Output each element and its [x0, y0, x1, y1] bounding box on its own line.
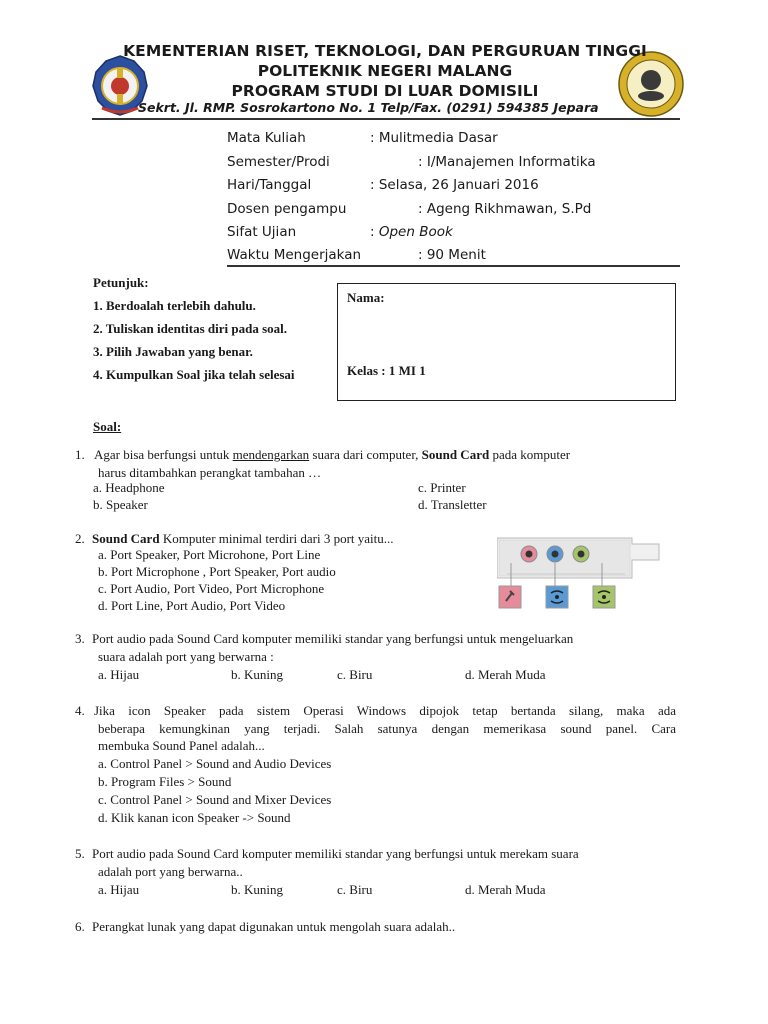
answer-option[interactable]: a. Headphone	[93, 480, 165, 495]
question-text-line: beberapa kemungkinan yang terjadi. Salah satunya dengan memerikasa sound panel. Cara	[98, 720, 676, 736]
answer-option[interactable]: d. Port Line, Port Audio, Port Video	[98, 598, 286, 613]
question-text-line: adalah port yang berwarna..	[98, 864, 243, 879]
question-5	[75, 846, 579, 862]
question-text-underlined: mendengarkan	[232, 447, 310, 462]
header-program: PROGRAM STUDI DI LUAR DOMISILI	[231, 82, 539, 100]
question-text-line: Jika icon Speaker pada sistem Operasi Windows dipojok tetap bertanda silang, maka ada	[94, 703, 676, 718]
answer-option[interactable]: a. Control Panel > Sound and Audio Devices	[98, 756, 332, 771]
answer-option[interactable]: d. Merah Muda	[465, 882, 546, 897]
question-6	[75, 919, 455, 935]
name-label: Nama:	[347, 290, 385, 305]
question-text	[94, 446, 676, 464]
info-value-exam-type-text: Open Book	[378, 224, 453, 240]
question-text: Port audio pada Sound Card komputer memiliki standar yang berfungsi untuk mengeluarkan	[92, 631, 574, 646]
instruction-item: 4. Kumpulkan Soal jika telah selesai	[93, 367, 295, 382]
question-text	[92, 531, 394, 546]
question-number: 6.	[75, 919, 85, 934]
info-value-exam-type-prefix: :	[370, 224, 379, 240]
info-value-course: : Mulitmedia Dasar	[370, 130, 498, 146]
answer-option[interactable]: d. Transletter	[418, 497, 487, 512]
header-divider	[92, 118, 680, 120]
instruction-item: 3. Pilih Jawaban yang benar.	[93, 344, 253, 359]
info-value-date: : Selasa, 26 Januari 2016	[370, 177, 539, 193]
question-text-bold: Sound Card	[421, 447, 490, 462]
header-ministry: KEMENTERIAN RISET, TEKNOLOGI, DAN PERGURUAN TINGGI	[123, 42, 647, 60]
question-text-part: Agar bisa berfungsi untuk	[94, 447, 233, 462]
identity-box[interactable]	[337, 283, 676, 401]
info-value-semester: : I/Manajemen Informatika	[418, 154, 596, 170]
header-polytechnic: POLITEKNIK NEGERI MALANG	[257, 62, 513, 80]
answer-option[interactable]: a. Hijau	[98, 667, 140, 682]
question-number: 5.	[75, 846, 85, 861]
answer-option[interactable]: c. Biru	[337, 667, 373, 682]
question-number: 4.	[75, 703, 85, 718]
answer-option[interactable]: d. Merah Muda	[465, 667, 546, 682]
answer-option[interactable]: c. Biru	[337, 882, 373, 897]
answer-option[interactable]: b. Kuning	[231, 882, 283, 897]
question-1	[75, 446, 676, 481]
question-text-line: harus ditambahkan perangkat tambahan …	[98, 464, 322, 480]
answer-option[interactable]: b. Speaker	[93, 497, 148, 512]
answer-option[interactable]: c. Port Audio, Port Video, Port Microphone	[98, 581, 325, 596]
info-label-course: Mata Kuliah	[227, 130, 306, 146]
info-label-semester: Semester/Prodi	[227, 154, 330, 170]
question-text: Perangkat lunak yang dapat digunakan untuk mengolah suara adalah..	[92, 919, 456, 934]
question-2	[75, 531, 394, 547]
question-text: Port audio pada Sound Card komputer memiliki standar yang berfungsi untuk merekam suara	[92, 846, 579, 861]
answer-option[interactable]: a. Port Speaker, Port Microhone, Port Line	[98, 547, 321, 562]
header-address: Sekrt. Jl. RMP. Sosrokartono No. 1 Telp/Fax. (0291) 594385 Jepara	[138, 100, 599, 115]
answer-option[interactable]: b. Program Files > Sound	[98, 774, 232, 789]
class-label: Kelas : 1 MI 1	[347, 363, 426, 378]
question-text-line: membuka Sound Panel adalah...	[98, 738, 265, 753]
info-label-lecturer: Dosen pengampu	[227, 201, 347, 217]
question-text-bold: Sound Card	[92, 531, 160, 546]
answer-option[interactable]: d. Klik kanan icon Speaker -> Sound	[98, 810, 291, 825]
info-value-duration: : 90 Menit	[418, 247, 486, 263]
question-text-part: Komputer minimal terdiri dari 3 port yaitu...	[159, 531, 394, 546]
info-label-duration: Waktu Mengerjakan	[227, 247, 362, 263]
info-label-date: Hari/Tanggal	[227, 177, 312, 193]
info-label-exam-type: Sifat Ujian	[227, 224, 297, 240]
question-number: 3.	[75, 631, 85, 646]
answer-option[interactable]: a. Hijau	[98, 882, 140, 897]
question-number: 1.	[75, 447, 85, 462]
sound-card-ports-image	[497, 534, 662, 612]
questions-title: Soal:	[93, 419, 122, 434]
question-number: 2.	[75, 531, 85, 546]
answer-option[interactable]: b. Port Microphone , Port Speaker, Port audio	[98, 564, 336, 579]
question-4	[75, 702, 676, 755]
question-text-line: suara adalah port yang berwarna :	[98, 649, 274, 664]
answer-option[interactable]: c. Printer	[418, 480, 466, 495]
question-text-part: suara dari computer,	[309, 447, 422, 462]
instruction-item: 2. Tuliskan identitas diri pada soal.	[93, 321, 287, 336]
question-3	[75, 631, 573, 647]
info-divider	[227, 265, 680, 267]
answer-option[interactable]: c. Control Panel > Sound and Mixer Devices	[98, 792, 332, 807]
question-text-part: pada komputer	[489, 447, 571, 462]
instruction-item: 1. Berdoalah terlebih dahulu.	[93, 298, 256, 313]
instructions-title: Petunjuk:	[93, 275, 149, 290]
info-value-exam-type	[370, 224, 453, 240]
answer-option[interactable]: b. Kuning	[231, 667, 283, 682]
info-value-lecturer: : Ageng Rikhmawan, S.Pd	[418, 201, 592, 217]
